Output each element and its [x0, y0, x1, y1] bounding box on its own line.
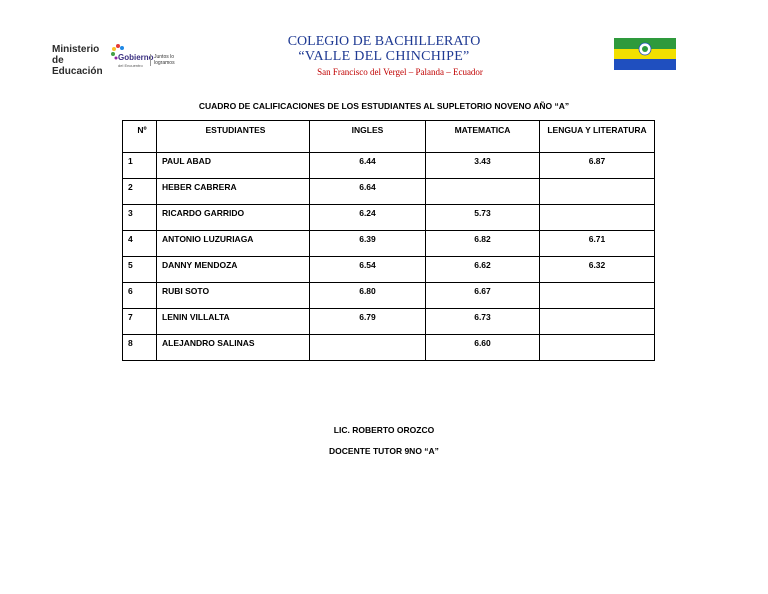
table-header-row [123, 121, 655, 153]
matematica-grade: 6.82 [426, 231, 540, 257]
table-row [123, 257, 655, 283]
matematica-grade: 6.67 [426, 283, 540, 309]
column-header-matematica: MATEMATICA [426, 121, 540, 153]
row-number: 5 [123, 257, 157, 283]
student-name: LENIN VILLALTA [157, 309, 310, 335]
table-row [123, 153, 655, 179]
lengua-grade: 6.32 [540, 257, 655, 283]
row-number: 8 [123, 335, 157, 361]
table-row [123, 283, 655, 309]
column-header-students: ESTUDIANTES [157, 121, 310, 153]
grades-table [122, 120, 655, 361]
student-name: PAUL ABAD [157, 153, 310, 179]
matematica-grade: 6.73 [426, 309, 540, 335]
student-name: RUBI SOTO [157, 283, 310, 309]
table-row [123, 309, 655, 335]
row-number: 6 [123, 283, 157, 309]
school-name-line1: COLEGIO DE BACHILLERATO [287, 34, 481, 49]
school-location: San Francisco del Vergel – Palanda – Ecuador [317, 67, 483, 77]
column-header-ingles: INGLES [310, 121, 426, 153]
row-number: 4 [123, 231, 157, 257]
matematica-grade: 5.73 [426, 205, 540, 231]
table-row [123, 335, 655, 361]
lengua-grade [540, 179, 655, 205]
ministerio-text: Ministerio de Educación [52, 44, 103, 77]
lengua-grade [540, 335, 655, 361]
matematica-grade: 6.62 [426, 257, 540, 283]
ingles-grade: 6.24 [310, 205, 426, 231]
ingles-grade: 6.80 [310, 283, 426, 309]
flag-icon [614, 38, 676, 70]
ingles-grade: 6.64 [310, 179, 426, 205]
row-number: 3 [123, 205, 157, 231]
row-number: 2 [123, 179, 157, 205]
report-heading: CUADRO DE CALIFICACIONES DE LOS ESTUDIANTES AL SUPLETORIO NOVENO AÑO “A” [198, 101, 570, 111]
juntos-text: Juntos lo logramos [150, 54, 180, 66]
student-name: DANNY MENDOZA [157, 257, 310, 283]
row-number: 7 [123, 309, 157, 335]
school-name-line2: “VALLE DEL CHINCHIPE” [298, 49, 470, 64]
row-number: 1 [123, 153, 157, 179]
gobierno-sub-text: del Encuentro [118, 63, 143, 68]
matematica-grade [426, 179, 540, 205]
column-header-lengua: LENGUA Y LITERATURA [540, 121, 655, 153]
ingles-grade: 6.54 [310, 257, 426, 283]
ingles-grade: 6.79 [310, 309, 426, 335]
column-header-number: Nº [123, 121, 157, 153]
table-row [123, 231, 655, 257]
ingles-grade [310, 335, 426, 361]
gobierno-text: Gobierno [118, 53, 154, 62]
student-name: ALEJANDRO SALINAS [157, 335, 310, 361]
lengua-grade [540, 309, 655, 335]
table-row [123, 205, 655, 231]
student-name: ANTONIO LUZURIAGA [157, 231, 310, 257]
matematica-grade: 6.60 [426, 335, 540, 361]
ingles-grade: 6.39 [310, 231, 426, 257]
student-name: HEBER CABRERA [157, 179, 310, 205]
teacher-role: DOCENTE TUTOR 9NO “A” [329, 446, 439, 456]
ingles-grade: 6.44 [310, 153, 426, 179]
lengua-grade [540, 205, 655, 231]
lengua-grade: 6.87 [540, 153, 655, 179]
matematica-grade: 3.43 [426, 153, 540, 179]
teacher-name: LIC. ROBERTO OROZCO [333, 425, 435, 435]
lengua-grade: 6.71 [540, 231, 655, 257]
lengua-grade [540, 283, 655, 309]
table-row [123, 179, 655, 205]
student-name: RICARDO GARRIDO [157, 205, 310, 231]
